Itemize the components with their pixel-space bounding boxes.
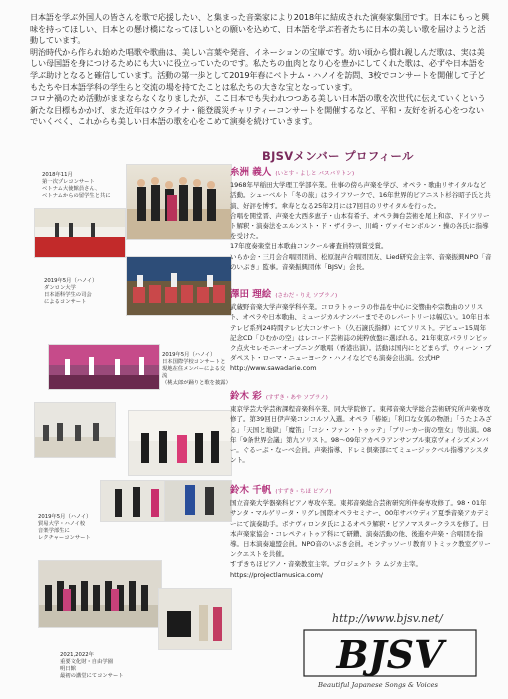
member-suzuki-aya [230,392,492,465]
bjsv-logo [300,624,480,684]
member-bio: 1968年早稲田大学理工学部卒業。仕事の傍ら声楽を学び、オペラ・歌曲リサイタルなど活動。シューベルト「冬の旅」はライフワークで、16年世界的ピアニスト杉谷昭子氏と共演、好評を博す。傘寿となる25年2月には7回目のリサイタルを行った。 合唱を開堂晋、声楽を大西多恵子・山本有希子、オペラ舞台芸術を尾上和彦、ドイツリート解釈・演奏法をエルンスト・ド・ザイラー、川崎・ヴァイセンボルン・操の各氏に指導を受けた。 17年度奏楽堂日本歌曲コンクール審査員特別賞受賞。 いらか会・三月会合唱団団員、松原混声合唱団団友、Lied研究会主宰、音楽振興NPO「音のいぶき」監事。音楽振興団体「BJSV」会長。 [230,181,492,271]
member-bio: 国立音楽大学器楽科ピアノ専攻卒業。東邦音楽総合芸術研究所伴奏専攻修了。98・01年サンタ・マルゲリータ・リグレ国際オペラセミナー、00年サバウディア夏季音楽アカデミーにて演奏助手。ボナヴィロンタ氏によるオペラ解釈・ピアノマスタークラスを修了。日本声楽家協会・コレペティトゥア科にて研鑽、演奏活動の他、後進や声楽・合唱団を指導。日本演奏連盟会員。NPO音のいぶき会員。モンテッソーリ教育リトミック教室グリーンクエストを共催。 すずきちほピアノ・音楽教室主宰。プロジェクト ラ ムジカ主宰。 https://projectlamusica.com/ [230,499,491,579]
photo-caption-2018 [42,172,112,200]
caption-line: 日本国際学校コンサートと [162,359,226,365]
photo-collage [34,162,230,697]
member-bio: 東京学芸大学芸術課程音楽科卒業、同大学院修了。東邦音楽大学総合芸術研究所声楽専攻修了。第39回日伊声楽コンコルソ入選。オペラ「椿姫」「利口な女狐の物語」「うたよみざる」「天国と地獄」「魔笛」「コシ・ファン・トゥッテ」「ブリーカー街の聖女」等出演。08年「9条世界会議」第九ソリスト。98〜09年アカペラアンサンブル東京ヴォイシズメンバー。ぐるーぷ・なーべ会員。声楽指導、ドレミ倶楽部にてミュージックベル指導アシスタント。 [230,405,492,465]
caption-line: 2019年5月（ハノイ） [44,278,98,284]
photo-performers [100,480,174,522]
caption-line: 2018年11月 [42,172,73,178]
member-name: 鈴木 千帆 [230,485,272,496]
caption-line: （桃太郎が踊りと歌を披露） [162,380,231,386]
caption-line: 2019年5月（ハノイ） [38,514,92,520]
intro-paragraph-3: コロナ禍のため活動がままならなくなりましたが、ここ日本でも失われつつある美しい日本語の歌を次世代に伝えていくという新たな目標もかかげ、また近年はウクライナ・能登震災チャリティーコンサートを開催するなど、平和・友好を祈る心をつないでいくべく、これからも美しい日本語の歌を心をこめて演奏を続けていきます。 [30,93,486,127]
photo-caption-danlong [44,278,124,306]
member-reading: (すずき・ちほ ピアノ) [275,489,332,495]
caption-line: ダンロン大学 [44,285,76,291]
photo-lecture [164,480,232,522]
caption-line: 2021,2022年 [60,652,94,658]
member-itosu [230,168,492,272]
caption-line: 重要文化財・自由学園 [60,659,113,665]
member-reading: (いとす・よしと バスバリトン) [275,171,355,177]
logo-tagline: Beautiful Japanese Songs & Voices [318,681,439,689]
caption-line: レクチャーコンサート [38,535,91,541]
photo-caption-japanese-school [162,352,230,387]
caption-line: ベトナムからの留学生と共に [42,193,111,199]
logo-text: BJSV [336,632,444,677]
photo-caption-trade-univ [38,514,108,542]
photo-caption-jiyu-gakuen [60,652,156,680]
photo-danlong-concert [126,256,232,316]
intro-paragraph-2: 明治時代から作られ始めた唱歌や歌曲は、美しい言葉や発音、イネーションの宝庫です。幼い頃から慣れ親しんだ歌は、実は美しい母国語を身につけるためにも大いに役立っていたのです。私たちの血肉となり心を豊かにしてくれた歌は、必ずや日本語を学ぶ助けとなると確信しています。活動の第一歩として2019年春にベトナム・ハノイを訪問、3校でコンサートを開催して子どもたちや日本語学科の学生らと交流の場を持てたことは私たちの大きな宝となっています。 [30,46,486,92]
member-reading: (すずき・あや ソプラノ) [265,395,328,401]
website-link[interactable]: http://www.bjsv.net/ [332,612,443,625]
member-name: 鈴木 彩 [230,391,262,402]
photo-group-students [38,560,162,628]
photo-piano-hall [158,588,232,650]
photo-concert-hall [34,208,126,258]
caption-line: 最初の講堂にてコンサート [60,673,124,679]
caption-line: 音楽学部生に [38,528,70,534]
profile-title: BJSVメンバー プロフィール [262,149,414,163]
member-sawada [230,290,492,374]
caption-line: 第一次プレコンサート [42,179,95,185]
member-bio: 武蔵野音楽大学声楽学科卒業。コロラトゥーラの作品を中心に交響曲や宗教曲のソリスト、オペラや日本歌曲、ミュージカルナンバーまでそのレパートリーは幅広い。10年日本テレビ系列24時間テレビ大コンサート（久石譲氏指揮）にてソリスト。デビュー15周年記念CD「ひむかの空」はレコード芸術誌の純粋放盤に選ばれる。21年東京パラリンピック点火セレモニーオープニング歌唱（香港出演）。活動は国内にとどまらず、ウィーン・ブダペスト・ローマ・ニューヨーク・ハノイなどでも演奏会出演。公式HP http://www.sawadarie.com [230,303,492,373]
intro-text [30,12,490,128]
member-reading: (さわだ・りえ ソプラノ) [275,293,338,299]
caption-line: 明日館 [60,666,76,672]
caption-line: 現地在住メンバーによる交流 [162,366,226,379]
photo-stage-dance [48,344,160,390]
caption-line: 2019年5月（ハノイ） [162,352,216,358]
caption-line: によるコンサート [44,299,87,305]
member-name: 澤田 理絵 [230,289,272,300]
member-name: 糸洲 義人 [230,167,272,178]
member-suzuki-chiho [230,486,492,580]
caption-line: 貿易大学・ハノイ校 [38,521,86,527]
photo-school-performance [128,410,232,476]
photo-school-kids [34,402,116,458]
photo-embassy-group [126,164,232,240]
intro-paragraph-1: 日本語を学ぶ外国人の皆さんを歌で応援したい、と集まった音楽家により2018年に結成された演奏家集団です。日本にもっと興味を持ってほしい、日本との懸け橋になってほしいとの願いを込めて、日本語を学ぶ若者たちに日本の美しい歌を届けようと活動しています。 [30,12,490,46]
caption-line: ベトナム大使館員さん、 [42,186,101,192]
caption-line: 日本語科学生の司会 [44,292,92,298]
